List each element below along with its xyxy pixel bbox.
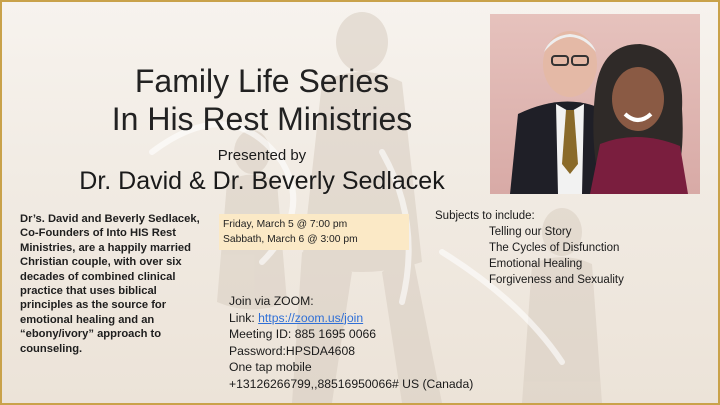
title-line-1: Family Life Series xyxy=(134,63,390,99)
one-tap-label: One tap mobile xyxy=(229,360,312,374)
zoom-info xyxy=(229,293,473,392)
zoom-heading: Join via ZOOM: xyxy=(229,294,314,308)
one-tap-phone: +13126266799,,88516950066# US (Canada) xyxy=(229,376,474,391)
meeting-id: Meeting ID: 885 1695 0066 xyxy=(229,327,377,341)
subject-item: Forgiveness and Sexuality xyxy=(489,274,624,286)
subjects-list xyxy=(435,224,624,288)
zoom-link[interactable]: https://zoom.us/join xyxy=(258,310,364,325)
schedule-box xyxy=(219,214,409,250)
bio-text: Dr’s. David and Beverly Sedlacek, Co-Founders of Into HIS Rest Ministries, are a happily married Christian couple, with over six decades of combined clinical practice that uses biblical principles as the source for emotional healing and an “ebony/ivory” approach to counseling. xyxy=(20,213,200,355)
subjects-heading: Subjects to include: xyxy=(435,210,535,222)
schedule-item-sabbath: Sabbath, March 6 @ 3:00 pm xyxy=(223,234,358,245)
presenter-names: Dr. David & Dr. Beverly Sedlacek xyxy=(79,167,445,195)
subject-item: Emotional Healing xyxy=(489,258,583,270)
presented-by: Presented by xyxy=(217,147,307,164)
subject-item: Telling our Story xyxy=(489,226,572,238)
zoom-link-row xyxy=(229,310,473,327)
meeting-password: Password:HPSDA4608 xyxy=(229,343,355,358)
subjects-section xyxy=(435,208,624,288)
schedule-item-friday: Friday, March 5 @ 7:00 pm xyxy=(223,219,348,230)
flyer-title xyxy=(62,62,462,138)
presenters-bio xyxy=(20,212,212,356)
subject-item: The Cycles of Disfunction xyxy=(489,242,620,254)
title-line-2: In His Rest Ministries xyxy=(111,101,413,137)
zoom-link-label: Link: xyxy=(229,310,259,325)
presenters-photo xyxy=(490,14,700,194)
